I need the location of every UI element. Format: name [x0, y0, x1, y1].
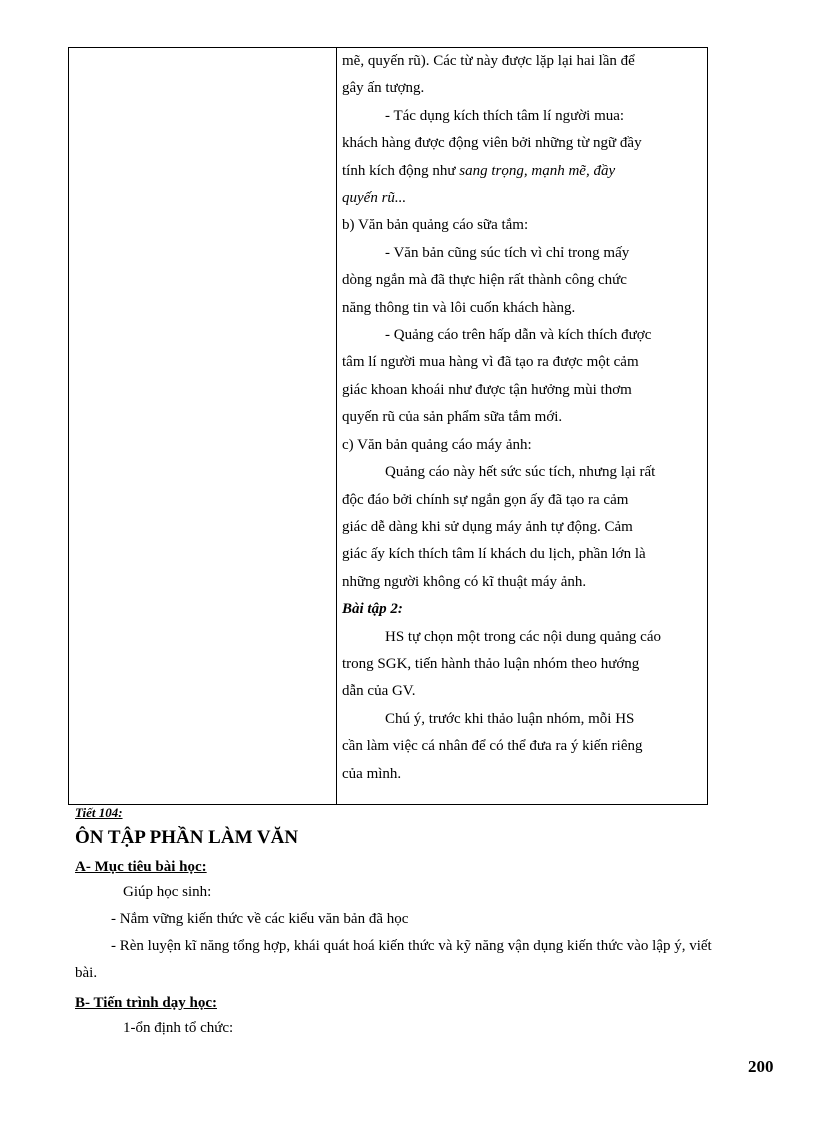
- italic-text-span: sang trọng, mạnh mẽ, đầy: [459, 162, 616, 179]
- text-line: Chú ý, trước khi thảo luận nhóm, mỗi HS: [385, 710, 635, 727]
- text-line: [342, 158, 702, 185]
- lesson-title: ÔN TẬP PHẦN LÀM VĂN: [75, 827, 299, 848]
- text-line: trong SGK, tiến hành thảo luận nhóm theo hướng: [342, 655, 640, 672]
- text-span: tính kích động như: [342, 162, 460, 179]
- text-line: giác dễ dàng khi sử dụng máy ảnh tự động. Cảm: [342, 518, 633, 535]
- text-line: Quảng cáo này hết sức súc tích, nhưng lại rất: [385, 464, 656, 481]
- text-line: cần làm việc cá nhân để có thể đưa ra ý kiến riêng: [342, 738, 643, 755]
- text-line: HS tự chọn một trong các nội dung quảng cáo: [385, 628, 661, 645]
- text-line: b) Văn bản quảng cáo sữa tắm:: [342, 217, 529, 234]
- text-line: - Văn bản cũng súc tích vì chỉ trong mấy: [385, 244, 630, 261]
- table-right-cell: [342, 48, 702, 788]
- text-line: khách hàng được động viên bởi những từ ngữ đầy: [342, 135, 642, 152]
- page-number: 200: [748, 1057, 774, 1076]
- lesson-section: [75, 803, 810, 1042]
- text-line: c) Văn bản quảng cáo máy ảnh:: [342, 436, 532, 453]
- text-line: 1-ổn định tổ chức:: [123, 1020, 234, 1036]
- text-line: Giúp học sinh:: [123, 884, 212, 900]
- lesson-table: [68, 47, 708, 805]
- section-a-heading: A- Mục tiêu bài học:: [75, 859, 207, 875]
- text-line: những người không có kĩ thuật máy ảnh.: [342, 573, 587, 590]
- text-line: - Quảng cáo trên hấp dẫn và kích thích được: [385, 327, 652, 344]
- exercise-heading: Bài tập 2:: [342, 601, 403, 618]
- text-line: - Rèn luyện kĩ năng tổng hợp, khái quát hoá kiến thức và kỹ năng vận dụng kiến thức vào lập ý, viết: [111, 938, 712, 954]
- section-b-heading: B- Tiến trình dạy học:: [75, 995, 217, 1011]
- text-line: giác khoan khoái như được tận hưởng mùi thơm: [342, 381, 632, 398]
- text-line: mẽ, quyến rũ). Các từ này được lặp lại hai lần để: [342, 53, 635, 69]
- text-line: của mình.: [342, 765, 402, 782]
- text-line: dòng ngắn mà đã thực hiện rất thành công chức: [342, 272, 627, 289]
- text-line: tâm lí người mua hàng vì đã tạo ra được một cảm: [342, 354, 639, 371]
- column-divider: [336, 48, 337, 804]
- text-line: năng thông tin và lôi cuốn khách hàng.: [342, 299, 576, 316]
- text-line: quyến rũ...: [342, 190, 407, 207]
- text-line: dẫn của GV.: [342, 683, 416, 700]
- text-line: quyến rũ của sản phẩm sữa tắm mới.: [342, 409, 563, 426]
- text-line: độc đáo bởi chính sự ngắn gọn ấy đã tạo ra cảm: [342, 491, 629, 508]
- text-line: giác ấy kích thích tâm lí khách du lịch, phần lớn là: [342, 546, 646, 563]
- lesson-number: Tiết 104:: [75, 805, 123, 820]
- text-line: - Nắm vững kiến thức về các kiểu văn bản đã học: [111, 911, 409, 927]
- text-line: gây ấn tượng.: [342, 80, 425, 97]
- text-line: - Tác dụng kích thích tâm lí người mua:: [385, 107, 625, 124]
- text-line: bài.: [75, 965, 98, 981]
